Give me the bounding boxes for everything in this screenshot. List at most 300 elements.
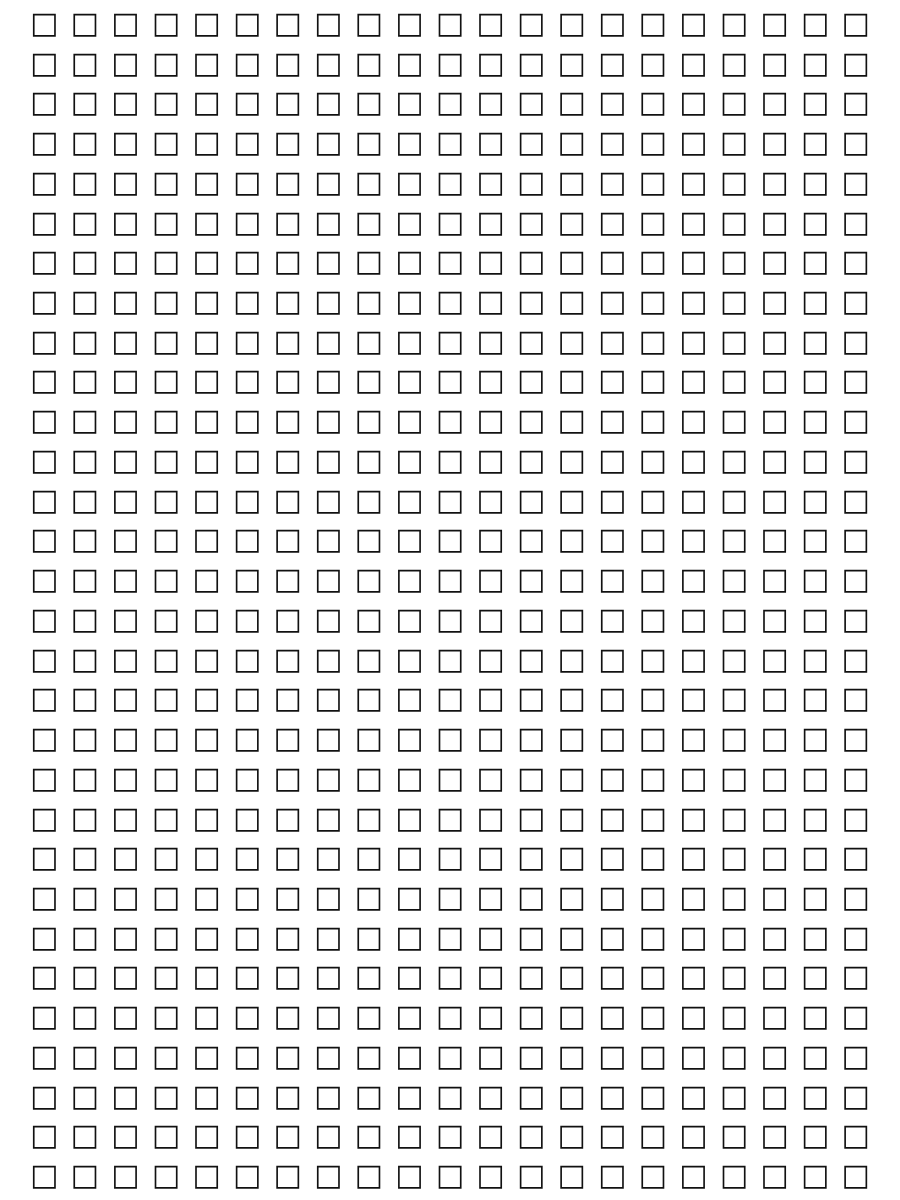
glyph-cell: □ <box>719 286 749 317</box>
glyph-cell: □ <box>354 525 384 556</box>
glyph-cell: □ <box>111 88 140 119</box>
glyph-cell: □ <box>273 803 302 834</box>
glyph-cell: □ <box>192 604 221 635</box>
glyph-cell: □ <box>760 1081 789 1112</box>
glyph-cell: □ <box>314 1041 343 1072</box>
glyph-cell: □ <box>841 8 870 39</box>
glyph-cell: □ <box>395 128 424 159</box>
glyph-cell: □ <box>760 286 789 317</box>
glyph-cell: □ <box>151 48 181 79</box>
glyph-row <box>24 441 876 481</box>
glyph-cell: □ <box>557 247 586 278</box>
glyph-cell: □ <box>192 406 221 437</box>
glyph-cell: □ <box>557 525 586 556</box>
glyph-cell: □ <box>719 922 749 953</box>
glyph-cell: □ <box>800 763 830 794</box>
glyph-row <box>24 1117 876 1157</box>
glyph-cell: □ <box>395 366 424 397</box>
glyph-cell: □ <box>719 167 749 198</box>
glyph-cell: □ <box>232 1002 262 1033</box>
glyph-cell: □ <box>232 286 262 317</box>
glyph-cell: □ <box>314 128 343 159</box>
glyph-cell: □ <box>800 1121 830 1152</box>
glyph-cell: □ <box>395 604 424 635</box>
glyph-cell: □ <box>111 1002 140 1033</box>
glyph-cell: □ <box>111 8 140 39</box>
glyph-cell: □ <box>111 286 140 317</box>
glyph-cell: □ <box>111 763 140 794</box>
glyph-cell: □ <box>557 644 586 675</box>
glyph-cell: □ <box>598 326 627 357</box>
glyph-cell: □ <box>435 843 465 874</box>
glyph-cell: □ <box>354 406 384 437</box>
glyph-cell: □ <box>638 604 668 635</box>
glyph-cell: □ <box>151 1121 181 1152</box>
glyph-cell: □ <box>151 326 181 357</box>
glyph-cell: □ <box>598 1081 627 1112</box>
glyph-cell: □ <box>232 207 262 238</box>
glyph-cell: □ <box>435 922 465 953</box>
glyph-cell: □ <box>516 1041 546 1072</box>
glyph-cell: □ <box>111 247 140 278</box>
glyph-cell: □ <box>314 8 343 39</box>
glyph-cell: □ <box>314 763 343 794</box>
glyph-cell: □ <box>273 684 302 715</box>
glyph-cell: □ <box>719 128 749 159</box>
glyph-cell: □ <box>192 48 221 79</box>
glyph-cell: □ <box>679 128 708 159</box>
glyph-cell: □ <box>151 1002 181 1033</box>
glyph-cell: □ <box>476 962 505 993</box>
glyph-cell: □ <box>314 286 343 317</box>
glyph-cell: □ <box>638 882 668 913</box>
glyph-cell: □ <box>638 684 668 715</box>
glyph-cell: □ <box>841 565 870 596</box>
glyph-cell: □ <box>273 1002 302 1033</box>
glyph-cell: □ <box>557 763 586 794</box>
glyph-cell: □ <box>151 247 181 278</box>
glyph-cell: □ <box>30 724 59 755</box>
glyph-cell: □ <box>151 843 181 874</box>
glyph-cell: □ <box>476 1121 505 1152</box>
glyph-cell: □ <box>232 565 262 596</box>
glyph-cell: □ <box>841 684 870 715</box>
glyph-cell: □ <box>232 763 262 794</box>
glyph-cell: □ <box>800 445 830 476</box>
glyph-cell: □ <box>476 724 505 755</box>
glyph-cell: □ <box>151 445 181 476</box>
glyph-cell: □ <box>638 48 668 79</box>
glyph-cell: □ <box>800 604 830 635</box>
glyph-cell: □ <box>679 882 708 913</box>
glyph-cell: □ <box>192 803 221 834</box>
glyph-cell: □ <box>111 604 140 635</box>
glyph-cell: □ <box>232 8 262 39</box>
glyph-row <box>24 203 876 243</box>
glyph-cell: □ <box>841 644 870 675</box>
glyph-cell: □ <box>598 445 627 476</box>
glyph-cell: □ <box>232 445 262 476</box>
glyph-cell: □ <box>557 565 586 596</box>
glyph-cell: □ <box>354 763 384 794</box>
glyph-cell: □ <box>111 724 140 755</box>
glyph-cell: □ <box>151 763 181 794</box>
glyph-cell: □ <box>70 167 100 198</box>
glyph-cell: □ <box>354 485 384 516</box>
glyph-row <box>24 878 876 918</box>
glyph-cell: □ <box>435 286 465 317</box>
glyph-cell: □ <box>30 8 59 39</box>
glyph-cell: □ <box>760 525 789 556</box>
glyph-row <box>24 362 876 402</box>
glyph-cell: □ <box>151 128 181 159</box>
glyph-cell: □ <box>232 525 262 556</box>
glyph-cell: □ <box>476 88 505 119</box>
glyph-cell: □ <box>151 286 181 317</box>
glyph-cell: □ <box>841 167 870 198</box>
glyph-cell: □ <box>719 48 749 79</box>
glyph-cell: □ <box>111 803 140 834</box>
glyph-cell: □ <box>395 167 424 198</box>
glyph-cell: □ <box>314 724 343 755</box>
glyph-cell: □ <box>30 1121 59 1152</box>
glyph-cell: □ <box>598 604 627 635</box>
glyph-cell: □ <box>760 763 789 794</box>
glyph-cell: □ <box>435 366 465 397</box>
glyph-cell: □ <box>598 207 627 238</box>
glyph-cell: □ <box>30 445 59 476</box>
glyph-cell: □ <box>760 962 789 993</box>
glyph-cell: □ <box>516 882 546 913</box>
glyph-cell: □ <box>314 48 343 79</box>
glyph-cell: □ <box>192 366 221 397</box>
glyph-cell: □ <box>476 48 505 79</box>
glyph-cell: □ <box>151 644 181 675</box>
glyph-cell: □ <box>638 1081 668 1112</box>
glyph-cell: □ <box>760 843 789 874</box>
glyph-cell: □ <box>70 803 100 834</box>
glyph-cell: □ <box>476 604 505 635</box>
glyph-cell: □ <box>800 247 830 278</box>
glyph-cell: □ <box>476 406 505 437</box>
glyph-cell: □ <box>151 922 181 953</box>
glyph-cell: □ <box>354 286 384 317</box>
glyph-cell: □ <box>760 485 789 516</box>
glyph-cell: □ <box>476 445 505 476</box>
glyph-cell: □ <box>598 1002 627 1033</box>
glyph-cell: □ <box>70 247 100 278</box>
glyph-cell: □ <box>30 644 59 675</box>
glyph-cell: □ <box>273 445 302 476</box>
glyph-cell: □ <box>273 525 302 556</box>
glyph-cell: □ <box>800 525 830 556</box>
glyph-cell: □ <box>111 843 140 874</box>
glyph-cell: □ <box>314 1002 343 1033</box>
glyph-cell: □ <box>476 843 505 874</box>
glyph-cell: □ <box>841 88 870 119</box>
glyph-cell: □ <box>679 1041 708 1072</box>
glyph-cell: □ <box>435 406 465 437</box>
glyph-cell: □ <box>516 1002 546 1033</box>
glyph-cell: □ <box>314 684 343 715</box>
glyph-cell: □ <box>841 207 870 238</box>
glyph-cell: □ <box>70 922 100 953</box>
glyph-cell: □ <box>273 286 302 317</box>
glyph-cell: □ <box>354 366 384 397</box>
glyph-cell: □ <box>273 843 302 874</box>
glyph-cell: □ <box>760 803 789 834</box>
glyph-cell: □ <box>70 1002 100 1033</box>
glyph-cell: □ <box>273 962 302 993</box>
glyph-cell: □ <box>760 8 789 39</box>
glyph-cell: □ <box>476 207 505 238</box>
glyph-cell: □ <box>354 1081 384 1112</box>
glyph-cell: □ <box>557 445 586 476</box>
glyph-cell: □ <box>151 366 181 397</box>
glyph-cell: □ <box>111 1161 140 1192</box>
glyph-cell: □ <box>30 286 59 317</box>
glyph-cell: □ <box>557 843 586 874</box>
glyph-cell: □ <box>273 922 302 953</box>
glyph-cell: □ <box>395 247 424 278</box>
glyph-cell: □ <box>800 1041 830 1072</box>
glyph-cell: □ <box>638 1002 668 1033</box>
glyph-cell: □ <box>679 1081 708 1112</box>
glyph-cell: □ <box>70 604 100 635</box>
glyph-cell: □ <box>354 843 384 874</box>
glyph-cell: □ <box>638 803 668 834</box>
glyph-cell: □ <box>30 525 59 556</box>
glyph-cell: □ <box>435 207 465 238</box>
glyph-cell: □ <box>395 1161 424 1192</box>
glyph-cell: □ <box>679 1002 708 1033</box>
glyph-cell: □ <box>232 604 262 635</box>
glyph-row <box>24 4 876 44</box>
glyph-cell: □ <box>314 445 343 476</box>
glyph-cell: □ <box>760 88 789 119</box>
glyph-cell: □ <box>679 485 708 516</box>
glyph-cell: □ <box>395 962 424 993</box>
glyph-cell: □ <box>395 763 424 794</box>
glyph-cell: □ <box>557 128 586 159</box>
glyph-cell: □ <box>435 247 465 278</box>
glyph-cell: □ <box>516 8 546 39</box>
glyph-cell: □ <box>760 1002 789 1033</box>
glyph-cell: □ <box>354 565 384 596</box>
glyph-row <box>24 521 876 561</box>
glyph-cell: □ <box>354 326 384 357</box>
glyph-cell: □ <box>557 326 586 357</box>
glyph-cell: □ <box>719 565 749 596</box>
glyph-cell: □ <box>70 1041 100 1072</box>
glyph-cell: □ <box>638 286 668 317</box>
glyph-cell: □ <box>395 8 424 39</box>
glyph-row <box>24 1037 876 1077</box>
glyph-cell: □ <box>598 88 627 119</box>
glyph-cell: □ <box>841 1002 870 1033</box>
glyph-cell: □ <box>151 724 181 755</box>
glyph-cell: □ <box>354 128 384 159</box>
glyph-cell: □ <box>354 167 384 198</box>
glyph-cell: □ <box>638 922 668 953</box>
glyph-cell: □ <box>476 803 505 834</box>
glyph-cell: □ <box>273 326 302 357</box>
glyph-cell: □ <box>557 604 586 635</box>
glyph-cell: □ <box>395 565 424 596</box>
glyph-sheet <box>24 4 876 1196</box>
glyph-cell: □ <box>476 485 505 516</box>
glyph-cell: □ <box>841 286 870 317</box>
glyph-cell: □ <box>70 1161 100 1192</box>
glyph-cell: □ <box>314 366 343 397</box>
glyph-cell: □ <box>30 962 59 993</box>
glyph-cell: □ <box>30 684 59 715</box>
glyph-cell: □ <box>111 48 140 79</box>
glyph-cell: □ <box>435 565 465 596</box>
glyph-cell: □ <box>557 1161 586 1192</box>
glyph-cell: □ <box>30 922 59 953</box>
glyph-cell: □ <box>232 406 262 437</box>
glyph-cell: □ <box>151 1041 181 1072</box>
glyph-cell: □ <box>719 803 749 834</box>
glyph-cell: □ <box>760 406 789 437</box>
glyph-cell: □ <box>111 1041 140 1072</box>
glyph-cell: □ <box>354 445 384 476</box>
glyph-cell: □ <box>232 1041 262 1072</box>
glyph-cell: □ <box>557 167 586 198</box>
glyph-cell: □ <box>841 48 870 79</box>
glyph-cell: □ <box>719 1081 749 1112</box>
glyph-cell: □ <box>516 684 546 715</box>
glyph-cell: □ <box>557 485 586 516</box>
glyph-cell: □ <box>30 763 59 794</box>
glyph-cell: □ <box>30 1041 59 1072</box>
glyph-cell: □ <box>111 922 140 953</box>
glyph-cell: □ <box>192 326 221 357</box>
glyph-cell: □ <box>516 525 546 556</box>
glyph-cell: □ <box>719 684 749 715</box>
glyph-cell: □ <box>516 1161 546 1192</box>
glyph-cell: □ <box>719 445 749 476</box>
glyph-cell: □ <box>395 326 424 357</box>
glyph-cell: □ <box>354 48 384 79</box>
glyph-cell: □ <box>679 922 708 953</box>
glyph-cell: □ <box>679 684 708 715</box>
glyph-cell: □ <box>273 167 302 198</box>
glyph-cell: □ <box>760 366 789 397</box>
glyph-cell: □ <box>800 1081 830 1112</box>
glyph-cell: □ <box>70 366 100 397</box>
glyph-row <box>24 997 876 1037</box>
glyph-cell: □ <box>598 485 627 516</box>
glyph-cell: □ <box>273 565 302 596</box>
glyph-cell: □ <box>273 1161 302 1192</box>
glyph-cell: □ <box>719 326 749 357</box>
glyph-cell: □ <box>476 247 505 278</box>
glyph-cell: □ <box>476 644 505 675</box>
glyph-cell: □ <box>111 445 140 476</box>
glyph-cell: □ <box>516 962 546 993</box>
glyph-cell: □ <box>557 962 586 993</box>
glyph-cell: □ <box>719 88 749 119</box>
glyph-cell: □ <box>476 684 505 715</box>
glyph-cell: □ <box>273 88 302 119</box>
glyph-cell: □ <box>841 1121 870 1152</box>
glyph-cell: □ <box>151 1081 181 1112</box>
glyph-cell: □ <box>273 644 302 675</box>
glyph-cell: □ <box>30 565 59 596</box>
glyph-cell: □ <box>273 207 302 238</box>
glyph-row <box>24 719 876 759</box>
glyph-cell: □ <box>30 406 59 437</box>
glyph-cell: □ <box>435 644 465 675</box>
glyph-cell: □ <box>476 1041 505 1072</box>
glyph-cell: □ <box>354 1002 384 1033</box>
glyph-cell: □ <box>273 1081 302 1112</box>
glyph-cell: □ <box>516 366 546 397</box>
glyph-cell: □ <box>557 406 586 437</box>
glyph-cell: □ <box>395 882 424 913</box>
glyph-cell: □ <box>598 684 627 715</box>
glyph-cell: □ <box>192 1161 221 1192</box>
glyph-cell: □ <box>70 1121 100 1152</box>
glyph-cell: □ <box>516 485 546 516</box>
glyph-row <box>24 1077 876 1117</box>
glyph-cell: □ <box>151 1161 181 1192</box>
glyph-cell: □ <box>70 1081 100 1112</box>
glyph-cell: □ <box>192 207 221 238</box>
glyph-cell: □ <box>679 445 708 476</box>
glyph-cell: □ <box>395 525 424 556</box>
glyph-cell: □ <box>70 207 100 238</box>
glyph-cell: □ <box>679 1161 708 1192</box>
glyph-cell: □ <box>151 406 181 437</box>
glyph-cell: □ <box>314 843 343 874</box>
glyph-cell: □ <box>841 604 870 635</box>
glyph-cell: □ <box>800 803 830 834</box>
glyph-cell: □ <box>679 207 708 238</box>
glyph-cell: □ <box>232 326 262 357</box>
glyph-cell: □ <box>395 803 424 834</box>
glyph-cell: □ <box>598 366 627 397</box>
glyph-row <box>24 242 876 282</box>
glyph-cell: □ <box>192 525 221 556</box>
glyph-cell: □ <box>800 88 830 119</box>
glyph-cell: □ <box>800 8 830 39</box>
glyph-cell: □ <box>841 326 870 357</box>
glyph-cell: □ <box>232 922 262 953</box>
glyph-cell: □ <box>435 962 465 993</box>
glyph-cell: □ <box>70 525 100 556</box>
glyph-cell: □ <box>679 763 708 794</box>
glyph-cell: □ <box>273 406 302 437</box>
glyph-cell: □ <box>557 1041 586 1072</box>
glyph-cell: □ <box>679 803 708 834</box>
glyph-cell: □ <box>598 1041 627 1072</box>
glyph-cell: □ <box>314 922 343 953</box>
glyph-cell: □ <box>679 1121 708 1152</box>
glyph-cell: □ <box>800 326 830 357</box>
glyph-cell: □ <box>273 128 302 159</box>
glyph-cell: □ <box>760 128 789 159</box>
glyph-cell: □ <box>435 1161 465 1192</box>
glyph-cell: □ <box>800 366 830 397</box>
glyph-cell: □ <box>638 843 668 874</box>
glyph-cell: □ <box>395 644 424 675</box>
glyph-cell: □ <box>841 962 870 993</box>
glyph-cell: □ <box>70 724 100 755</box>
glyph-cell: □ <box>395 48 424 79</box>
